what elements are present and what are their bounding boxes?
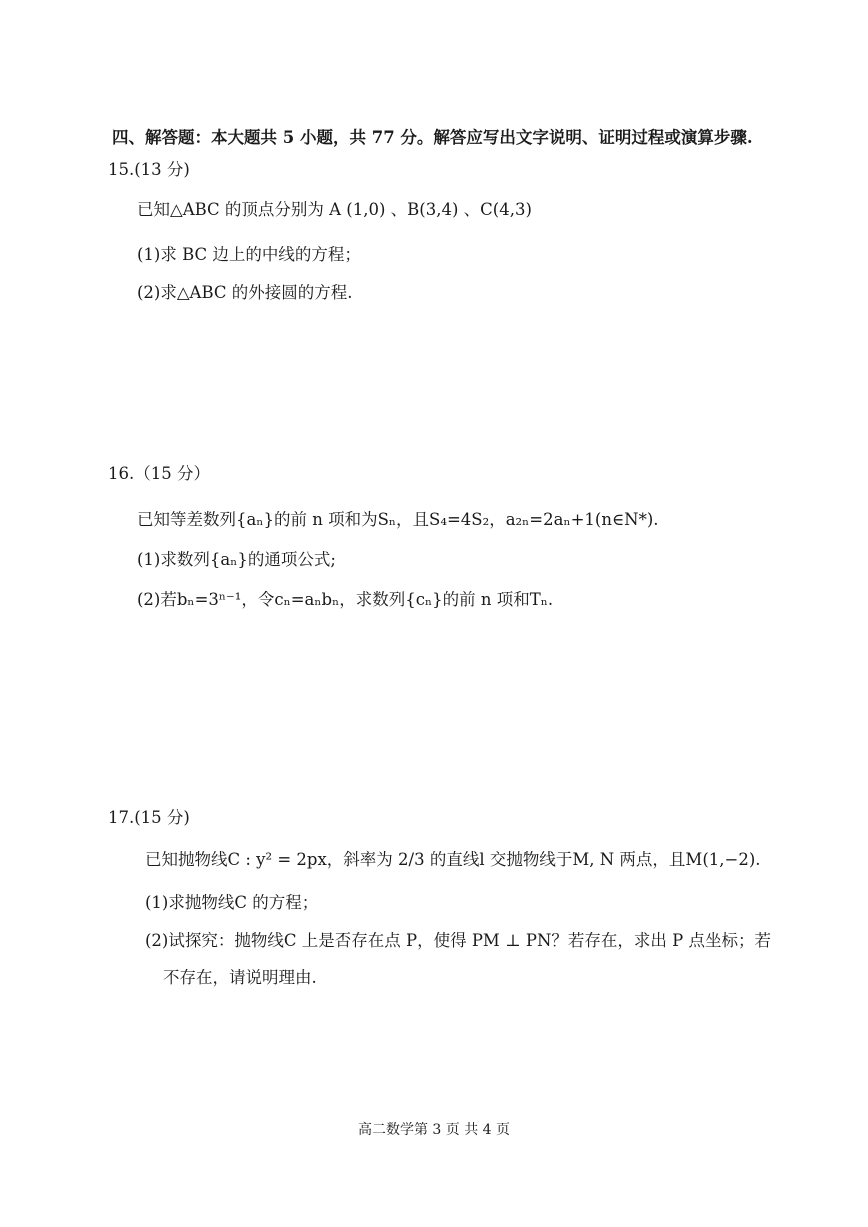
question-15-part2: (2)求△ABC 的外接圆的方程. (137, 283, 353, 302)
question-15-part1: (1)求 BC 边上的中线的方程； (137, 245, 361, 264)
question-16-number: 16.（15 分） (108, 464, 210, 483)
question-16-stem: 已知等差数列{aₙ}的前 n 项和为Sₙ，且S₄=4S₂，a₂ₙ=2aₙ+1(n∈N*). (137, 510, 659, 529)
question-15-stem: 已知△ABC 的顶点分别为 A (1,0) 、B(3,4) 、C(4,3) (137, 200, 532, 219)
question-17-number: 17.(15 分) (108, 808, 190, 827)
question-17-part2: (2)试探究：抛物线C 上是否存在点 P，使得 PM ⊥ PN？若存在，求出 P 点坐标；若 (145, 931, 771, 950)
question-16-part2: (2)若bₙ=3ⁿ⁻¹，令cₙ=aₙbₙ，求数列{cₙ}的前 n 项和Tₙ. (137, 590, 554, 609)
question-17-part2-continued: 不存在，请说明理由. (163, 968, 317, 987)
question-16-part1: (1)求数列{aₙ}的通项公式; (137, 550, 336, 569)
page-footer: 高二数学第 3 页 共 4 页 (357, 1122, 511, 1138)
section-heading: 四、解答题：本大题共 5 小题，共 77 分。解答应写出文字说明、证明过程或演算步骤. (112, 128, 753, 147)
question-15-number: 15.(13 分) (108, 160, 190, 179)
question-17-stem: 已知抛物线C : y² = 2px，斜率为 2/3 的直线l 交抛物线于M, N 两点，且M(1,−2). (145, 850, 761, 869)
question-17-part1: (1)求抛物线C 的方程； (145, 893, 319, 912)
